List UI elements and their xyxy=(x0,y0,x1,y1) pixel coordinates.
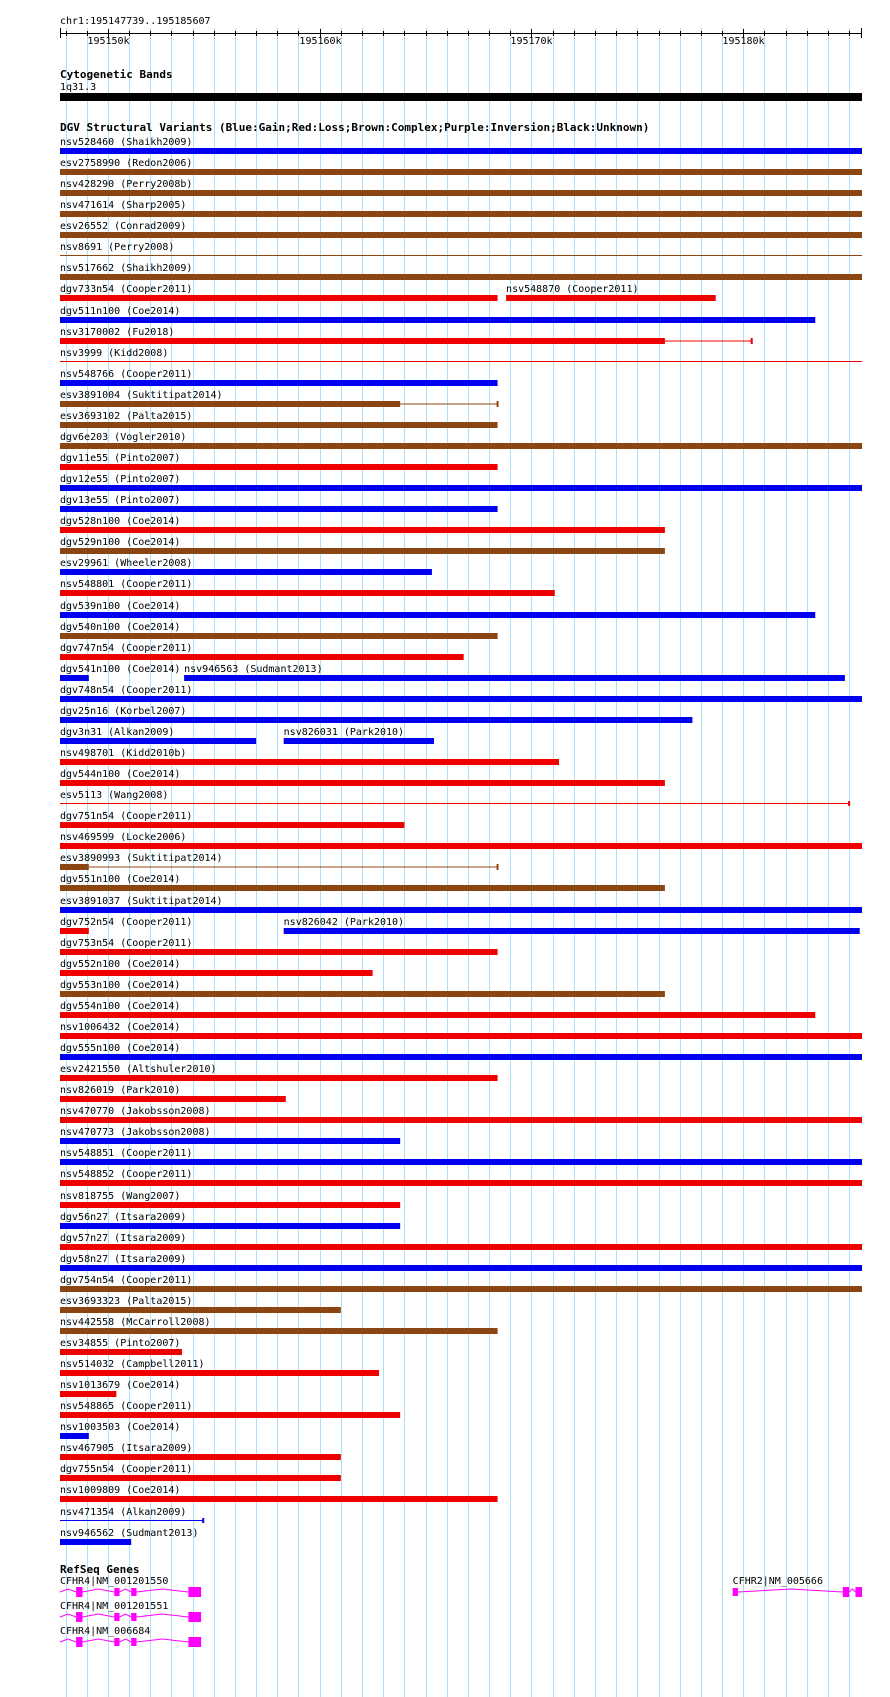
variant-label: nsv548801 (Cooper2011) xyxy=(60,579,193,590)
variant-label: dgv540n100 (Coe2014) xyxy=(60,622,181,633)
variant-label: nsv548870 (Cooper2011) xyxy=(506,284,639,295)
variant-bar[interactable] xyxy=(60,295,498,301)
variant-bar[interactable] xyxy=(60,1012,815,1018)
variant-bar[interactable] xyxy=(60,1159,862,1165)
variant-bar[interactable] xyxy=(60,401,400,407)
variant-bar[interactable] xyxy=(60,317,815,323)
variant-feature[interactable] xyxy=(60,1359,379,1376)
variant-label: dgv544n100 (Coe2014) xyxy=(60,769,181,780)
variant-feature[interactable] xyxy=(60,811,404,828)
variant-label: dgv752n54 (Cooper2011) xyxy=(60,917,193,928)
variant-feature[interactable] xyxy=(60,284,498,301)
ruler-tick-label: 195150k xyxy=(87,36,130,47)
variant-label: dgv754n54 (Cooper2011) xyxy=(60,1275,193,1286)
variant-bar[interactable] xyxy=(60,338,665,344)
variant-line[interactable] xyxy=(60,361,862,362)
variant-label: nsv471614 (Sharp2005) xyxy=(60,200,187,211)
variant-end-cap[interactable] xyxy=(497,401,499,407)
variant-bar[interactable] xyxy=(60,928,89,934)
variant-label: nsv528460 (Shaikh2009) xyxy=(60,137,193,148)
variant-label: dgv733n54 (Cooper2011) xyxy=(60,284,193,295)
variant-end-cap[interactable] xyxy=(751,338,753,344)
variant-feature[interactable] xyxy=(60,474,862,491)
variant-feature[interactable] xyxy=(60,959,373,976)
variant-feature[interactable] xyxy=(60,917,192,934)
variant-bar[interactable] xyxy=(60,1433,89,1439)
variant-label: esv3890993 (Suktitipat2014) xyxy=(60,853,223,864)
gene-exon[interactable] xyxy=(114,1638,119,1646)
variant-bar[interactable] xyxy=(60,527,665,533)
gene-exon[interactable] xyxy=(855,1587,862,1597)
variant-bar[interactable] xyxy=(60,991,665,997)
variant-label: nsv826019 (Park2010) xyxy=(60,1085,181,1096)
variant-feature[interactable] xyxy=(60,221,862,238)
variant-label: dgv25n16 (Korbel2007) xyxy=(60,706,187,717)
variant-feature[interactable] xyxy=(60,1043,862,1060)
variant-bar[interactable] xyxy=(60,1349,182,1355)
variant-label: nsv8691 (Perry2008) xyxy=(60,242,175,253)
variant-label: esv2758990 (Redon2006) xyxy=(60,158,193,169)
variant-label: dgv529n100 (Coe2014) xyxy=(60,537,181,548)
variant-label: esv2421550 (Altshuler2010) xyxy=(60,1064,217,1075)
gene-intron xyxy=(60,1639,76,1642)
variant-bar[interactable] xyxy=(184,675,845,681)
variant-bar[interactable] xyxy=(60,1138,400,1144)
variant-bar[interactable] xyxy=(60,1054,862,1060)
variant-bar[interactable] xyxy=(284,928,860,934)
ruler xyxy=(60,28,862,47)
variant-label: esv34855 (Pinto2007) xyxy=(60,1338,181,1349)
gene-exon[interactable] xyxy=(733,1588,738,1596)
variant-bar[interactable] xyxy=(60,1539,131,1545)
variant-label: dgv12e55 (Pinto2007) xyxy=(60,474,181,485)
variant-label: dgv511n100 (Coe2014) xyxy=(60,306,181,317)
variant-label: nsv548851 (Cooper2011) xyxy=(60,1148,193,1159)
variant-bar[interactable] xyxy=(284,738,434,744)
variant-feature[interactable] xyxy=(60,453,498,470)
variant-feature[interactable] xyxy=(60,790,850,806)
variant-bar[interactable] xyxy=(60,1475,341,1481)
variant-feature[interactable] xyxy=(60,1485,498,1502)
variant-label: dgv13e55 (Pinto2007) xyxy=(60,495,181,506)
variant-bar[interactable] xyxy=(60,1286,862,1292)
variant-label: nsv3170002 (Fu2018) xyxy=(60,327,175,338)
variant-feature[interactable] xyxy=(60,327,753,344)
variant-label: dgv751n54 (Cooper2011) xyxy=(60,811,193,822)
gene-label: CFHR2|NM_005666 xyxy=(732,1576,823,1587)
variant-feature[interactable] xyxy=(60,1401,400,1418)
variant-bar[interactable] xyxy=(60,1180,862,1186)
ruler-tick-label: 195160k xyxy=(299,36,342,47)
variant-feature[interactable] xyxy=(60,1380,180,1397)
gene-exon[interactable] xyxy=(76,1587,82,1597)
variant-label: dgv3n31 (Alkan2009) xyxy=(60,727,175,738)
gene-intron xyxy=(136,1614,188,1617)
variant-label: nsv517662 (Shaikh2009) xyxy=(60,263,193,274)
variant-bar[interactable] xyxy=(60,1328,498,1334)
gene-exon[interactable] xyxy=(131,1588,136,1596)
variant-feature[interactable] xyxy=(60,1275,862,1292)
variant-label: dgv747n54 (Cooper2011) xyxy=(60,643,193,654)
variant-label: nsv1003503 (Coe2014) xyxy=(60,1422,181,1433)
variant-bar[interactable] xyxy=(60,717,692,723)
variant-extension-line[interactable] xyxy=(400,404,497,405)
variant-label: nsv548766 (Cooper2011) xyxy=(60,369,193,380)
variant-bar[interactable] xyxy=(60,738,256,744)
variant-feature[interactable] xyxy=(60,1106,862,1123)
variant-bar[interactable] xyxy=(60,380,498,386)
variant-label: dgv541n100 (Coe2014) xyxy=(60,664,181,675)
variant-bar[interactable] xyxy=(60,1117,862,1123)
variant-bar[interactable] xyxy=(60,1265,862,1271)
variant-label: nsv514032 (Campbell2011) xyxy=(60,1359,205,1370)
variant-end-cap[interactable] xyxy=(497,864,499,870)
gene-label: CFHR4|NM_001201551 xyxy=(60,1601,169,1612)
variant-bar[interactable] xyxy=(60,169,862,175)
variant-label: dgv56n27 (Itsara2009) xyxy=(60,1212,187,1223)
variant-bar[interactable] xyxy=(60,1202,400,1208)
variant-bar[interactable] xyxy=(60,274,862,280)
variant-label: dgv552n100 (Coe2014) xyxy=(60,959,181,970)
gene-intron xyxy=(136,1589,188,1592)
variant-bar[interactable] xyxy=(60,1075,498,1081)
refseq-track xyxy=(60,1576,862,1647)
gene-feature[interactable] xyxy=(60,1601,201,1622)
variant-bar[interactable] xyxy=(60,1244,862,1250)
variant-feature[interactable] xyxy=(60,1022,862,1039)
gene-feature[interactable] xyxy=(60,1576,201,1597)
variant-feature[interactable] xyxy=(60,1148,862,1165)
variant-feature[interactable] xyxy=(60,664,180,681)
variant-label: nsv442558 (McCarroll2008) xyxy=(60,1317,211,1328)
variant-bar[interactable] xyxy=(60,885,665,891)
gene-intron xyxy=(738,1589,843,1592)
variant-bar[interactable] xyxy=(60,506,498,512)
variant-label: dgv58n27 (Itsara2009) xyxy=(60,1254,187,1265)
variant-label: nsv548865 (Cooper2011) xyxy=(60,1401,193,1412)
variant-bar[interactable] xyxy=(60,822,404,828)
variant-line[interactable] xyxy=(60,255,862,256)
variant-bar[interactable] xyxy=(60,1307,341,1313)
variant-bar[interactable] xyxy=(60,464,498,470)
cytoband-track-title: Cytogenetic Bands xyxy=(60,68,173,81)
variant-feature[interactable] xyxy=(60,158,862,175)
gene-exon[interactable] xyxy=(131,1638,136,1646)
variant-feature[interactable] xyxy=(60,1338,182,1355)
variant-feature[interactable] xyxy=(60,242,862,256)
variant-label: dgv6e203 (Vogler2010) xyxy=(60,432,187,443)
variant-extension-line[interactable] xyxy=(89,867,498,868)
variant-extension-line[interactable] xyxy=(665,341,752,342)
variant-bar[interactable] xyxy=(60,1223,400,1229)
coordinate-range-label: chr1:195147739..195185607 xyxy=(60,16,211,27)
variant-bar[interactable] xyxy=(60,907,862,913)
variant-feature[interactable] xyxy=(60,727,256,744)
variant-label: nsv826042 (Park2010) xyxy=(283,917,405,928)
variant-bar[interactable] xyxy=(60,1370,379,1376)
variant-bar[interactable] xyxy=(506,295,716,301)
variant-label: nsv1013679 (Coe2014) xyxy=(60,1380,181,1391)
ruler-tick-label: 195180k xyxy=(722,36,765,47)
variant-feature[interactable] xyxy=(60,200,862,217)
variant-label: dgv755n54 (Cooper2011) xyxy=(60,1464,193,1475)
variant-feature[interactable] xyxy=(184,664,845,681)
gene-label: CFHR4|NM_001201550 xyxy=(60,1576,169,1587)
variant-end-cap[interactable] xyxy=(848,801,850,806)
variant-line[interactable] xyxy=(60,1520,203,1521)
variant-bar[interactable] xyxy=(60,1454,341,1460)
variant-bar[interactable] xyxy=(60,190,862,196)
refseq-track-title: RefSeq Genes xyxy=(60,1563,140,1576)
variant-bar[interactable] xyxy=(60,1096,286,1102)
variant-feature[interactable] xyxy=(60,1212,400,1229)
variant-label: nsv1009809 (Coe2014) xyxy=(60,1485,181,1496)
variant-label: nsv470770 (Jakobsson2008) xyxy=(60,1106,211,1117)
variant-feature[interactable] xyxy=(60,1507,204,1523)
variant-label: nsv469599 (Locke2006) xyxy=(60,832,187,843)
variant-label: nsv548852 (Cooper2011) xyxy=(60,1169,193,1180)
gene-intron xyxy=(849,1589,855,1592)
variant-label: dgv528n100 (Coe2014) xyxy=(60,516,181,527)
variant-feature[interactable] xyxy=(60,1191,400,1208)
variant-end-cap[interactable] xyxy=(202,1518,204,1523)
variant-label: dgv554n100 (Coe2014) xyxy=(60,1001,181,1012)
variant-feature[interactable] xyxy=(60,1085,286,1102)
variant-label: dgv57n27 (Itsara2009) xyxy=(60,1233,187,1244)
variant-bar[interactable] xyxy=(60,148,862,154)
gene-intron xyxy=(136,1639,188,1642)
variant-label: esv3693323 (Palta2015) xyxy=(60,1296,193,1307)
variant-bar[interactable] xyxy=(60,654,464,660)
variant-feature[interactable] xyxy=(60,1233,862,1250)
variant-bar[interactable] xyxy=(60,949,498,955)
gene-exon[interactable] xyxy=(76,1637,82,1647)
variant-bar[interactable] xyxy=(60,696,862,702)
variant-bar[interactable] xyxy=(60,232,862,238)
variant-bar[interactable] xyxy=(60,590,555,596)
variant-bar[interactable] xyxy=(60,1496,498,1502)
variant-label: dgv753n54 (Cooper2011) xyxy=(60,938,193,949)
variant-feature[interactable] xyxy=(60,390,499,407)
variant-feature[interactable] xyxy=(60,832,862,849)
gene-exon[interactable] xyxy=(188,1587,201,1597)
gene-label: CFHR4|NM_006684 xyxy=(60,1626,151,1637)
variant-bar[interactable] xyxy=(60,843,862,849)
dgv-track xyxy=(60,137,862,1545)
variant-feature[interactable] xyxy=(60,1127,400,1144)
cytoband-bar[interactable] xyxy=(60,93,862,101)
variant-label: esv5113 (Wang2008) xyxy=(60,790,169,801)
variant-bar[interactable] xyxy=(60,1412,400,1418)
gene-exon[interactable] xyxy=(114,1588,119,1596)
variant-feature[interactable] xyxy=(60,643,464,660)
gene-exon[interactable] xyxy=(843,1587,849,1597)
variant-bar[interactable] xyxy=(60,1391,116,1397)
ruler-tick-label: 195170k xyxy=(510,36,553,47)
variant-feature[interactable] xyxy=(60,179,862,196)
variant-label: nsv1006432 (Coe2014) xyxy=(60,1022,181,1033)
variant-line[interactable] xyxy=(60,803,849,804)
variant-feature[interactable] xyxy=(60,495,498,512)
dgv-track-title: DGV Structural Variants (Blue:Gain;Red:Loss;Brown:Complex;Purple:Inversion;Black:Unknown) xyxy=(60,121,650,134)
variant-label: nsv498701 (Kidd2010b) xyxy=(60,748,187,759)
variant-label: nsv818755 (Wang2007) xyxy=(60,1191,181,1202)
variant-feature[interactable] xyxy=(60,1317,498,1334)
variant-label: nsv471354 (Alkan2009) xyxy=(60,1507,187,1518)
variant-feature[interactable] xyxy=(284,917,860,934)
variant-bar[interactable] xyxy=(60,780,665,786)
gene-feature[interactable] xyxy=(733,1576,862,1597)
variant-feature[interactable] xyxy=(60,348,862,362)
variant-label: esv26552 (Conrad2009) xyxy=(60,221,187,232)
variant-bar[interactable] xyxy=(60,864,89,870)
variant-label: nsv946562 (Sudmant2013) xyxy=(60,1528,199,1539)
variant-feature[interactable] xyxy=(60,1169,862,1186)
variant-feature[interactable] xyxy=(60,896,862,913)
gene-intron xyxy=(60,1614,76,1617)
variant-label: dgv11e55 (Pinto2007) xyxy=(60,453,181,464)
gene-exon[interactable] xyxy=(188,1637,201,1647)
gene-exon[interactable] xyxy=(188,1612,201,1622)
gene-exon[interactable] xyxy=(114,1613,119,1621)
variant-label: dgv748n54 (Cooper2011) xyxy=(60,685,193,696)
variant-feature[interactable] xyxy=(60,1528,198,1545)
variant-label: dgv553n100 (Coe2014) xyxy=(60,980,181,991)
variant-feature[interactable] xyxy=(60,369,498,386)
variant-bar[interactable] xyxy=(60,569,432,575)
variant-feature[interactable] xyxy=(60,706,692,723)
variant-feature[interactable] xyxy=(60,263,862,280)
variant-bar[interactable] xyxy=(60,970,373,976)
variant-label: dgv539n100 (Coe2014) xyxy=(60,601,181,612)
variant-label: esv3693102 (Palta2015) xyxy=(60,411,193,422)
gene-exon[interactable] xyxy=(131,1613,136,1621)
gene-feature[interactable] xyxy=(60,1626,201,1647)
variant-label: esv3891004 (Suktitipat2014) xyxy=(60,390,223,401)
variant-feature[interactable] xyxy=(284,727,434,744)
variant-feature[interactable] xyxy=(60,137,862,154)
variant-feature[interactable] xyxy=(60,411,498,428)
variant-bar[interactable] xyxy=(60,612,815,618)
variant-feature[interactable] xyxy=(60,579,555,596)
variant-feature[interactable] xyxy=(60,938,498,955)
variant-label: nsv3999 (Kidd2008) xyxy=(60,348,169,359)
variant-label: dgv551n100 (Coe2014) xyxy=(60,874,181,885)
variant-label: esv29961 (Wheeler2008) xyxy=(60,558,193,569)
cytoband-label: 1q31.3 xyxy=(60,82,97,93)
variant-label: dgv555n100 (Coe2014) xyxy=(60,1043,181,1054)
variant-label: nsv467905 (Itsara2009) xyxy=(60,1443,193,1454)
variant-feature[interactable] xyxy=(60,432,862,449)
variant-feature[interactable] xyxy=(60,1064,498,1081)
variant-feature[interactable] xyxy=(60,1422,180,1439)
variant-bar[interactable] xyxy=(60,633,498,639)
variant-feature[interactable] xyxy=(60,853,499,870)
gene-exon[interactable] xyxy=(76,1612,82,1622)
variant-label: nsv946563 (Sudmant2013) xyxy=(184,664,323,675)
variant-feature[interactable] xyxy=(60,748,559,765)
variant-feature[interactable] xyxy=(60,1254,862,1271)
variant-feature[interactable] xyxy=(60,622,498,639)
variant-bar[interactable] xyxy=(60,485,862,491)
variant-label: esv3891037 (Suktitipat2014) xyxy=(60,896,223,907)
variant-label: nsv470773 (Jakobsson2008) xyxy=(60,1127,211,1138)
variant-bar[interactable] xyxy=(60,211,862,217)
variant-bar[interactable] xyxy=(60,443,862,449)
variant-feature[interactable] xyxy=(506,284,716,301)
variant-label: nsv428290 (Perry2008b) xyxy=(60,179,193,190)
variant-feature[interactable] xyxy=(60,558,432,575)
variant-bar[interactable] xyxy=(60,548,665,554)
variant-bar[interactable] xyxy=(60,675,89,681)
variant-feature[interactable] xyxy=(60,685,862,702)
variant-bar[interactable] xyxy=(60,422,498,428)
variant-bar[interactable] xyxy=(60,759,559,765)
variant-bar[interactable] xyxy=(60,1033,862,1039)
gene-intron xyxy=(60,1589,76,1592)
variant-label: nsv826031 (Park2010) xyxy=(283,727,405,738)
